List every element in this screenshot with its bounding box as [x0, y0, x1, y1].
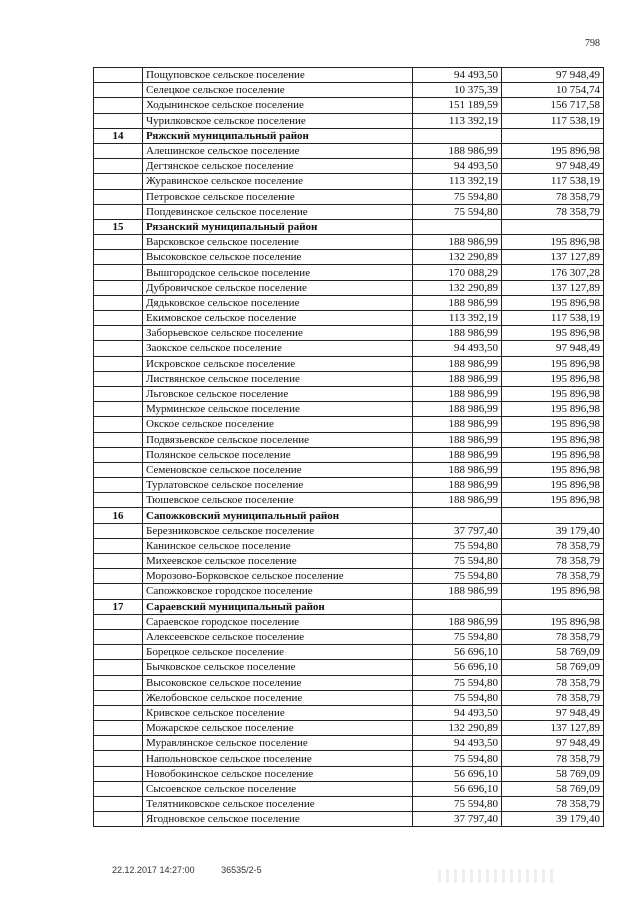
- row-number-cell: [94, 417, 143, 432]
- amount-cell-2: [502, 599, 604, 614]
- amount-cell-1: 188 986,99: [413, 462, 502, 477]
- row-number-cell: [94, 402, 143, 417]
- amount-cell-2: 97 948,49: [502, 341, 604, 356]
- district-row: [94, 219, 604, 234]
- settlement-name-cell: Чурилковское сельское поселение: [143, 113, 413, 128]
- amount-cell-2: 137 127,89: [502, 721, 604, 736]
- settlement-name-cell: Мурминское сельское поселение: [143, 402, 413, 417]
- settlement-name-cell: Заборьевское сельское поселение: [143, 326, 413, 341]
- amount-cell-1: 75 594,80: [413, 189, 502, 204]
- row-number-cell: [94, 629, 143, 644]
- amount-cell-2: 10 754,74: [502, 83, 604, 98]
- settlement-name-cell: Искровское сельское поселение: [143, 356, 413, 371]
- amount-cell-1: 188 986,99: [413, 447, 502, 462]
- settlement-allocation-table: [93, 67, 604, 827]
- settlement-name-cell: Алешинское сельское поселение: [143, 143, 413, 158]
- row-number-cell: 15: [94, 219, 143, 234]
- table-row: [94, 189, 604, 204]
- amount-cell-1: 132 290,89: [413, 280, 502, 295]
- table-row: [94, 721, 604, 736]
- settlement-name-cell: Окское сельское поселение: [143, 417, 413, 432]
- amount-cell-2: 58 769,09: [502, 781, 604, 796]
- amount-cell-2: 78 358,79: [502, 554, 604, 569]
- amount-cell-2: 195 896,98: [502, 143, 604, 158]
- amount-cell-1: 56 696,10: [413, 781, 502, 796]
- amount-cell-1: 188 986,99: [413, 432, 502, 447]
- table-row: [94, 311, 604, 326]
- amount-cell-1: 94 493,50: [413, 159, 502, 174]
- row-number-cell: 14: [94, 128, 143, 143]
- table-row: [94, 751, 604, 766]
- footer: [112, 865, 286, 875]
- amount-cell-1: 188 986,99: [413, 386, 502, 401]
- table-row: [94, 83, 604, 98]
- row-number-cell: [94, 143, 143, 158]
- row-number-cell: [94, 189, 143, 204]
- amount-cell-2: 39 179,40: [502, 812, 604, 827]
- amount-cell-2: 78 358,79: [502, 189, 604, 204]
- row-number-cell: [94, 523, 143, 538]
- settlement-name-cell: Березниковское сельское поселение: [143, 523, 413, 538]
- amount-cell-1: 75 594,80: [413, 204, 502, 219]
- amount-cell-2: 195 896,98: [502, 417, 604, 432]
- amount-cell-2: 117 538,19: [502, 174, 604, 189]
- amount-cell-2: 78 358,79: [502, 538, 604, 553]
- amount-cell-1: 170 088,29: [413, 265, 502, 280]
- row-number-cell: [94, 797, 143, 812]
- settlement-name-cell: Алексеевское сельское поселение: [143, 629, 413, 644]
- amount-cell-1: [413, 128, 502, 143]
- row-number-cell: [94, 265, 143, 280]
- settlement-name-cell: Дубровичское сельское поселение: [143, 280, 413, 295]
- amount-cell-1: 37 797,40: [413, 812, 502, 827]
- row-number-cell: 17: [94, 599, 143, 614]
- amount-cell-2: [502, 128, 604, 143]
- settlement-name-cell: Тюшевское сельское поселение: [143, 493, 413, 508]
- amount-cell-1: 94 493,50: [413, 68, 502, 83]
- settlement-name-cell: Варсковское сельское поселение: [143, 235, 413, 250]
- amount-cell-2: 195 896,98: [502, 478, 604, 493]
- settlement-name-cell: Дядьковское сельское поселение: [143, 295, 413, 310]
- table-row: [94, 417, 604, 432]
- settlement-name-cell: Льговское сельское поселение: [143, 386, 413, 401]
- table-row: [94, 326, 604, 341]
- amount-cell-1: [413, 219, 502, 234]
- row-number-cell: [94, 493, 143, 508]
- amount-cell-1: 10 375,39: [413, 83, 502, 98]
- amount-cell-2: 137 127,89: [502, 250, 604, 265]
- amount-cell-2: 195 896,98: [502, 356, 604, 371]
- footer-doc-id: 36535/2-5: [221, 865, 262, 875]
- district-name-cell: Сапожковский муниципальный район: [143, 508, 413, 523]
- table-row: [94, 614, 604, 629]
- row-number-cell: [94, 614, 143, 629]
- amount-cell-1: 75 594,80: [413, 751, 502, 766]
- amount-cell-1: 188 986,99: [413, 356, 502, 371]
- amount-cell-1: 75 594,80: [413, 538, 502, 553]
- amount-cell-2: 78 358,79: [502, 204, 604, 219]
- amount-cell-2: 39 179,40: [502, 523, 604, 538]
- amount-cell-1: 113 392,19: [413, 113, 502, 128]
- row-number-cell: [94, 660, 143, 675]
- amount-cell-1: 188 986,99: [413, 402, 502, 417]
- row-number-cell: [94, 280, 143, 295]
- district-row: [94, 128, 604, 143]
- amount-cell-2: 58 769,09: [502, 766, 604, 781]
- settlement-name-cell: Сараевское городское поселение: [143, 614, 413, 629]
- amount-cell-1: 113 392,19: [413, 174, 502, 189]
- table-row: [94, 432, 604, 447]
- row-number-cell: [94, 675, 143, 690]
- row-number-cell: [94, 356, 143, 371]
- settlement-name-cell: Муравлянское сельское поселение: [143, 736, 413, 751]
- amount-cell-1: 94 493,50: [413, 736, 502, 751]
- district-row: [94, 508, 604, 523]
- amount-cell-1: 188 986,99: [413, 478, 502, 493]
- row-number-cell: [94, 447, 143, 462]
- row-number-cell: [94, 174, 143, 189]
- amount-cell-2: 78 358,79: [502, 629, 604, 644]
- settlement-name-cell: Дегтянское сельское поселение: [143, 159, 413, 174]
- table-row: [94, 386, 604, 401]
- amount-cell-1: 188 986,99: [413, 584, 502, 599]
- amount-cell-1: 94 493,50: [413, 341, 502, 356]
- amount-cell-2: 195 896,98: [502, 402, 604, 417]
- row-number-cell: [94, 690, 143, 705]
- amount-cell-1: 75 594,80: [413, 629, 502, 644]
- amount-cell-1: 188 986,99: [413, 143, 502, 158]
- settlement-name-cell: Турлатовское сельское поселение: [143, 478, 413, 493]
- settlement-name-cell: Бычковское сельское поселение: [143, 660, 413, 675]
- row-number-cell: [94, 159, 143, 174]
- amount-cell-2: 78 358,79: [502, 675, 604, 690]
- row-number-cell: [94, 311, 143, 326]
- table-row: [94, 235, 604, 250]
- page-number: 798: [585, 38, 600, 49]
- amount-cell-2: 78 358,79: [502, 569, 604, 584]
- row-number-cell: [94, 235, 143, 250]
- settlement-name-cell: Борецкое сельское поселение: [143, 645, 413, 660]
- amount-cell-2: 195 896,98: [502, 493, 604, 508]
- table-row: [94, 629, 604, 644]
- table-row: [94, 493, 604, 508]
- amount-cell-2: 176 307,28: [502, 265, 604, 280]
- amount-cell-1: 75 594,80: [413, 569, 502, 584]
- faint-print-mark: [438, 869, 558, 883]
- settlement-name-cell: Вышгородское сельское поселение: [143, 265, 413, 280]
- row-number-cell: [94, 462, 143, 477]
- amount-cell-2: 117 538,19: [502, 311, 604, 326]
- row-number-cell: [94, 204, 143, 219]
- amount-cell-1: 94 493,50: [413, 705, 502, 720]
- table-row: [94, 204, 604, 219]
- table-row: [94, 766, 604, 781]
- amount-cell-2: 195 896,98: [502, 371, 604, 386]
- amount-cell-1: 132 290,89: [413, 250, 502, 265]
- amount-cell-2: 195 896,98: [502, 462, 604, 477]
- row-number-cell: 16: [94, 508, 143, 523]
- table-row: [94, 159, 604, 174]
- settlement-name-cell: Екимовское сельское поселение: [143, 311, 413, 326]
- settlement-name-cell: Семеновское сельское поселение: [143, 462, 413, 477]
- settlement-name-cell: Подвязьевское сельское поселение: [143, 432, 413, 447]
- row-number-cell: [94, 538, 143, 553]
- settlement-name-cell: Можарское сельское поселение: [143, 721, 413, 736]
- table-row: [94, 705, 604, 720]
- amount-cell-1: 188 986,99: [413, 417, 502, 432]
- amount-cell-2: 97 948,49: [502, 736, 604, 751]
- table-row: [94, 797, 604, 812]
- settlement-name-cell: Желобовское сельское поселение: [143, 690, 413, 705]
- row-number-cell: [94, 113, 143, 128]
- settlement-name-cell: Новобокинское сельское поселение: [143, 766, 413, 781]
- amount-cell-2: 195 896,98: [502, 447, 604, 462]
- table-row: [94, 812, 604, 827]
- table-row: [94, 569, 604, 584]
- table-row: [94, 584, 604, 599]
- settlement-name-cell: Кривское сельское поселение: [143, 705, 413, 720]
- row-number-cell: [94, 721, 143, 736]
- amount-cell-2: 78 358,79: [502, 797, 604, 812]
- table-row: [94, 143, 604, 158]
- row-number-cell: [94, 569, 143, 584]
- amount-cell-2: 195 896,98: [502, 614, 604, 629]
- amount-cell-2: 156 717,58: [502, 98, 604, 113]
- table-row: [94, 402, 604, 417]
- amount-cell-2: 195 896,98: [502, 386, 604, 401]
- row-number-cell: [94, 326, 143, 341]
- row-number-cell: [94, 68, 143, 83]
- table-row: [94, 341, 604, 356]
- row-number-cell: [94, 478, 143, 493]
- settlement-name-cell: Селецкое сельское поселение: [143, 83, 413, 98]
- settlement-name-cell: Высоковское сельское поселение: [143, 675, 413, 690]
- amount-cell-1: 56 696,10: [413, 660, 502, 675]
- amount-cell-1: 75 594,80: [413, 554, 502, 569]
- settlement-name-cell: Сысоевское сельское поселение: [143, 781, 413, 796]
- amount-cell-2: 117 538,19: [502, 113, 604, 128]
- settlement-name-cell: Напольновское сельское поселение: [143, 751, 413, 766]
- amount-cell-1: 188 986,99: [413, 295, 502, 310]
- amount-cell-1: 113 392,19: [413, 311, 502, 326]
- amount-cell-1: 188 986,99: [413, 614, 502, 629]
- amount-cell-2: 78 358,79: [502, 690, 604, 705]
- settlement-name-cell: Морозово-Борковское сельское поселение: [143, 569, 413, 584]
- amount-cell-2: 195 896,98: [502, 432, 604, 447]
- row-number-cell: [94, 736, 143, 751]
- amount-cell-2: 195 896,98: [502, 235, 604, 250]
- table-body: [94, 68, 604, 827]
- table-row: [94, 478, 604, 493]
- amount-cell-2: 58 769,09: [502, 645, 604, 660]
- table-row: [94, 356, 604, 371]
- row-number-cell: [94, 386, 143, 401]
- amount-cell-1: 37 797,40: [413, 523, 502, 538]
- row-number-cell: [94, 781, 143, 796]
- amount-cell-2: 195 896,98: [502, 584, 604, 599]
- settlement-name-cell: Ягодновское сельское поселение: [143, 812, 413, 827]
- row-number-cell: [94, 812, 143, 827]
- amount-cell-1: 75 594,80: [413, 797, 502, 812]
- table-row: [94, 265, 604, 280]
- amount-cell-2: 97 948,49: [502, 68, 604, 83]
- amount-cell-1: [413, 599, 502, 614]
- amount-cell-1: 188 986,99: [413, 493, 502, 508]
- settlement-name-cell: Листвянское сельское поселение: [143, 371, 413, 386]
- amount-cell-2: 97 948,49: [502, 705, 604, 720]
- district-name-cell: Ряжский муниципальный район: [143, 128, 413, 143]
- table-row: [94, 68, 604, 83]
- table-row: [94, 660, 604, 675]
- row-number-cell: [94, 645, 143, 660]
- amount-cell-1: 56 696,10: [413, 766, 502, 781]
- row-number-cell: [94, 98, 143, 113]
- table-row: [94, 250, 604, 265]
- settlement-name-cell: Заокское сельское поселение: [143, 341, 413, 356]
- settlement-name-cell: Попдевинское сельское поселение: [143, 204, 413, 219]
- row-number-cell: [94, 83, 143, 98]
- amount-cell-1: 151 189,59: [413, 98, 502, 113]
- row-number-cell: [94, 766, 143, 781]
- amount-cell-2: 58 769,09: [502, 660, 604, 675]
- row-number-cell: [94, 432, 143, 447]
- settlement-name-cell: Сапожковское городское поселение: [143, 584, 413, 599]
- table-row: [94, 174, 604, 189]
- table-row: [94, 371, 604, 386]
- district-name-cell: Рязанский муниципальный район: [143, 219, 413, 234]
- table-row: [94, 781, 604, 796]
- row-number-cell: [94, 554, 143, 569]
- amount-cell-2: 195 896,98: [502, 295, 604, 310]
- settlement-name-cell: Пощуповское сельское поселение: [143, 68, 413, 83]
- table-row: [94, 645, 604, 660]
- settlement-name-cell: Ходынинское сельское поселение: [143, 98, 413, 113]
- settlement-name-cell: Полянское сельское поселение: [143, 447, 413, 462]
- table-row: [94, 295, 604, 310]
- settlement-name-cell: Телятниковское сельское поселение: [143, 797, 413, 812]
- district-row: [94, 599, 604, 614]
- amount-cell-2: 78 358,79: [502, 751, 604, 766]
- settlement-name-cell: Петровское сельское поселение: [143, 189, 413, 204]
- table-row: [94, 736, 604, 751]
- amount-cell-1: 188 986,99: [413, 235, 502, 250]
- row-number-cell: [94, 250, 143, 265]
- row-number-cell: [94, 584, 143, 599]
- footer-datetime: 22.12.2017 14:27:00: [112, 865, 195, 875]
- table-row: [94, 280, 604, 295]
- row-number-cell: [94, 341, 143, 356]
- table-row: [94, 690, 604, 705]
- table-row: [94, 523, 604, 538]
- amount-cell-1: 56 696,10: [413, 645, 502, 660]
- row-number-cell: [94, 705, 143, 720]
- amount-cell-2: 137 127,89: [502, 280, 604, 295]
- amount-cell-2: [502, 508, 604, 523]
- table-row: [94, 554, 604, 569]
- table-row: [94, 462, 604, 477]
- amount-cell-1: [413, 508, 502, 523]
- table-row: [94, 98, 604, 113]
- amount-cell-1: 188 986,99: [413, 326, 502, 341]
- settlement-name-cell: Канинское сельское поселение: [143, 538, 413, 553]
- table-row: [94, 113, 604, 128]
- amount-cell-2: 97 948,49: [502, 159, 604, 174]
- row-number-cell: [94, 751, 143, 766]
- amount-cell-1: 75 594,80: [413, 675, 502, 690]
- table-row: [94, 447, 604, 462]
- amount-cell-1: 132 290,89: [413, 721, 502, 736]
- settlement-name-cell: Михеевское сельское поселение: [143, 554, 413, 569]
- settlement-name-cell: Журавинское сельское поселение: [143, 174, 413, 189]
- amount-cell-1: 188 986,99: [413, 371, 502, 386]
- amount-cell-1: 75 594,80: [413, 690, 502, 705]
- row-number-cell: [94, 371, 143, 386]
- amount-cell-2: [502, 219, 604, 234]
- row-number-cell: [94, 295, 143, 310]
- table-row: [94, 675, 604, 690]
- settlement-name-cell: Высоковское сельское поселение: [143, 250, 413, 265]
- district-name-cell: Сараевский муниципальный район: [143, 599, 413, 614]
- table-row: [94, 538, 604, 553]
- amount-cell-2: 195 896,98: [502, 326, 604, 341]
